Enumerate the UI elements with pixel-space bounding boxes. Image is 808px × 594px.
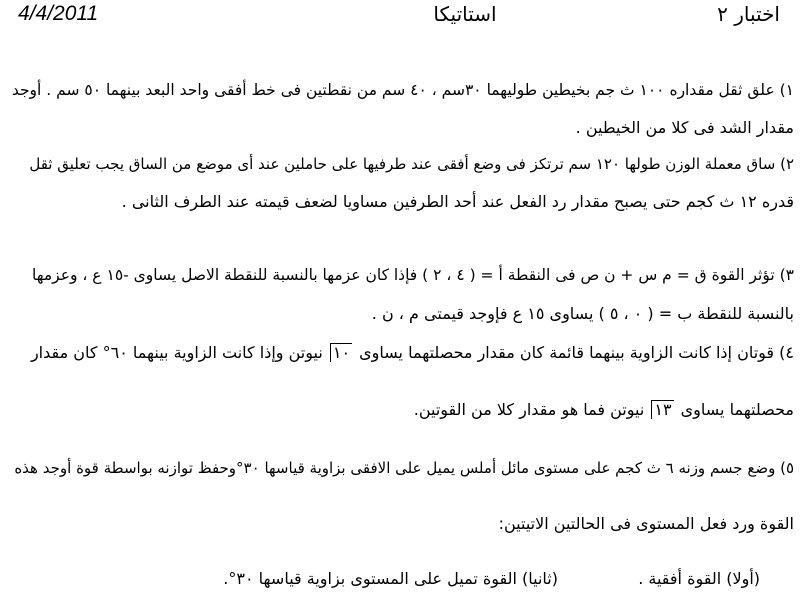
radical-sqrt-13: ١٣: [651, 400, 673, 419]
question-5-line-2: القوة ورد فعل المستوى فى الحالتين الاتيتين:: [498, 514, 794, 533]
question-4-text-d: نيوتن فما هو مقدار كلا من القوتين.: [413, 400, 645, 419]
question-5-case-2: (ثانيا) القوة تميل على المستوى بزاوية قياسها ٣٠°.: [223, 569, 558, 588]
question-2-line-1: ٢) ساق معملة الوزن طولها ١٢٠ سم ترتكز فى وضع أفقى عند طرفيها على حاملين عند أى موضع من الساق يجب تعليق ثقل: [29, 155, 794, 173]
exam-title: اختبار ٢: [717, 2, 780, 26]
question-3-line-1: ٣) تؤثر القوة ق = م س + ن ص فى النقطة أ = ( ٤ ، ٢ ) فإذا كان عزمها بالنسبة للنقطة الاصل يساوى -١٥ ع ، وعزمها: [32, 266, 794, 284]
question-4-text-b: نيوتن وإذا كانت الزاوية بينهما ٦٠° كان مقدار: [30, 343, 323, 362]
radical-sqrt-10: ١٠: [330, 343, 352, 362]
question-5-line-1: ٥) وضع جسم وزنه ٦ ث كجم على مستوى مائل أملس يميل على الافقى بزاوية قياسها ٣٠°وحفظ توازنه بواسطة قوة أوجد هذه: [14, 459, 794, 477]
question-4-line-1: [31, 341, 794, 365]
question-1-line-1: ١) علق ثقل مقداره ١٠٠ ث جم بخيطين طوليهما ٣٠سم ، ٤٠ سم من نقطتين فى خط أفقى واحد البعد بينهما ٥٠ سم . أوجد: [11, 81, 794, 99]
question-3-line-2: بالنسبة للنقطة ب = ( ٠ ، ٥ ) يساوى ١٥ ع فإوجد قيمتى م ، ن .: [371, 304, 794, 323]
subject-title: استاتيكا: [433, 2, 497, 26]
question-5-case-1: (أولا) القوة أفقية .: [638, 569, 760, 588]
exam-date: 4/4/2011: [18, 2, 99, 25]
question-4-line-2: [414, 398, 794, 422]
question-4-text-a: ٤) قوتان إذا كانت الزاوية بينهما قائمة كان مقدار محصلتهما يساوى: [359, 343, 794, 362]
question-4-text-c: محصلتهما يساوى: [680, 400, 794, 419]
question-1-line-2: مقدار الشد فى كلا من الخيطين .: [575, 118, 794, 137]
question-2-line-2: قدره ١٢ ث كجم حتى يصبح مقدار رد الفعل عند أحد الطرفين مساويا لضعف قيمته عند الطرف الثانى .: [121, 192, 794, 211]
